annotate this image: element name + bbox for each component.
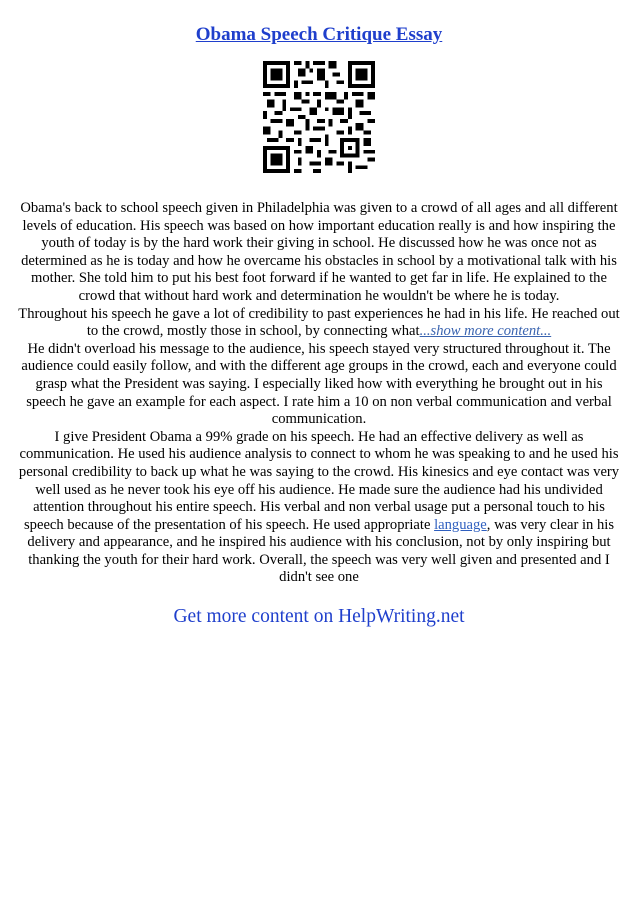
language-link[interactable]: language <box>434 516 487 533</box>
paragraph-intro: Obama's back to school speech given in Philadelphia was given to a crowd of all ages and all different levels of education. His speech was based on how important education really is and how inspiring the youth of today is by the hard work their giving in school. He discussed how he was once not as determined as he is today and how he overcame his obstacles in school by a motivational talk with his mother. She told him to put his best foot forward if he wanted to get far in life. He explained to the crowd that without hard work and determination he wouldn't be where he is today. <box>20 200 618 304</box>
essay-body <box>18 200 620 587</box>
paragraph-credibility <box>18 306 620 341</box>
paragraph-grade-text-before: I give President Obama a 99% grade on his speech. He had an effective delivery as well as communication. He used his audience analysis to connect to whom he was speaking to and he used his personal credibility to back up what he was saying to the crowd. His kinesics and eye contact was very well used as he never took his eye off his audience. He made sure the audience had his undivided attention throughout his entire speech. His verbal and non verbal usage put a personal touch to his speech because of the presentation of his speech. He used appropriate <box>18 428 620 533</box>
qr-code-icon <box>263 61 375 173</box>
paragraph-grade <box>18 429 620 587</box>
paragraph-grade-text-after: , was very clear in his delivery and appearance, and he inspired his audience with his conclusion, not by only inspiring but thanking the youth for their hard work. Overall, the speech was very well given and presented and I didn't see one <box>27 516 615 586</box>
document-title[interactable]: Obama Speech Critique Essay <box>195 24 443 45</box>
show-more-link[interactable]: ...show more content... <box>419 323 552 340</box>
helpwriting-link[interactable]: Get more content on HelpWriting.net <box>173 606 465 627</box>
paragraph-credibility-text: Throughout his speech he gave a lot of credibility to past experiences he had in his life. He reached out to the crowd, mostly those in school, by connecting what <box>18 305 620 340</box>
paragraph-structure: He didn't overload his message to the audience, his speech stayed very structured throughout it. The audience could easily follow, and with the different age groups in the crowd, each and everyone could grasp what the President was saying. I especially liked how with everything he brought out in his speech he gave an example for each aspect. I rate him a 10 on non verbal communication and verbal communication. <box>21 340 617 428</box>
